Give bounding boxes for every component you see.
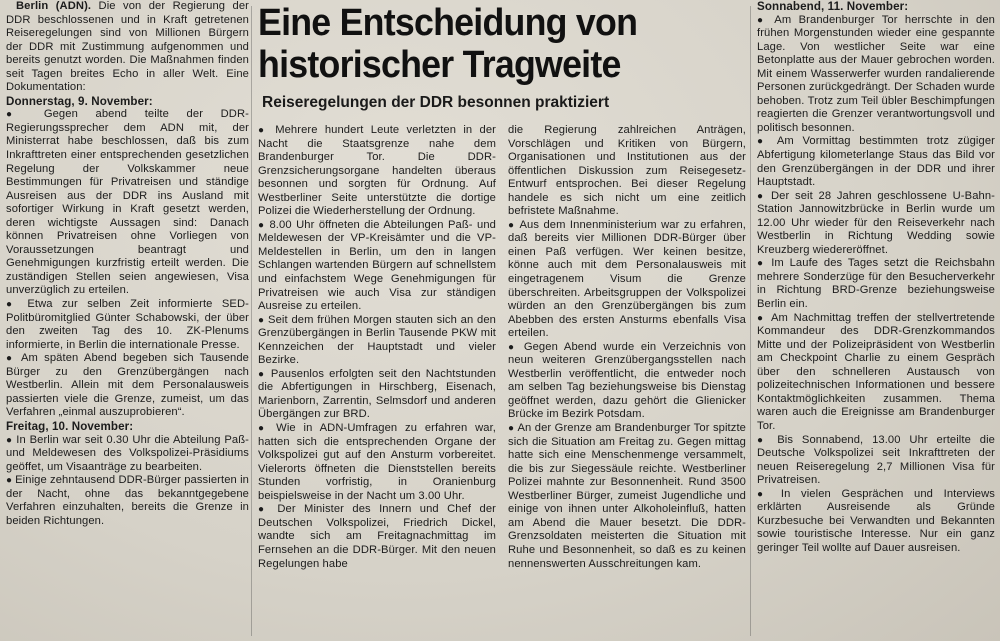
paragraph: ● Gegen abend teilte der DDR-Regierungssprecher dem ADN mit, der Ministerrat habe beschlossen, daß bis zum Inkrafttreten einer entsprechenden gesetzlichen Regelung der Volkskammer neue Bestimmungen für Privatreisen und ständige Ausreisen aus der DDR ins Ausland mit sofortiger Wirkung in Kraft gesetzt werden, deren wichtigste Aussagen sind: Danach können Privatreisen ohne Vorliegen von Voraussetzungen beantragt und Genehmigungen kurzfristig erteilt werden. Die zuständigen Stellen seien angewiesen, Visa unverzüglich zu erteilen. bbox=[6, 108, 249, 298]
paragraph: ● Im Laufe des Tages setzt die Reichsbahn mehrere Sonderzüge für den Besucherverkehr in Richtung BRD-Grenze beziehungsweise Berlin ein. bbox=[757, 257, 995, 311]
dateline: Berlin (ADN). bbox=[16, 0, 92, 12]
paragraph: ● In Berlin war seit 0.30 Uhr die Abteilung Paß- und Meldewesen des Volkspolizei-Präsidiums geöffet, um Visaanträge zu bearbeiten. bbox=[6, 434, 249, 475]
paragraph: ● Am späten Abend begeben sich Tausende Bürger zu den Grenzübergängen nach Westberlin. Allein mit dem Personalausweis passierten viele die Grenze, zumeist, um das Verfahren „einmal auszuprobieren“. bbox=[6, 352, 249, 420]
paragraph: ● Einige zehntausend DDR-Bürger passierten in der Nacht, ohne das bekanntgegebene Verfahren einzuhalten, bereits die Grenze in beiden Richtungen. bbox=[6, 474, 249, 528]
day-heading-friday: Freitag, 10. November: bbox=[6, 419, 134, 433]
paragraph: ● Seit dem frühen Morgen stauten sich an den Grenzübergängen in Berlin Tausende PKW mit Kennzeichen der Hauptstadt und vieler Bezirke. bbox=[258, 314, 496, 368]
headline-line-2: historischer Tragweite bbox=[258, 44, 621, 86]
headline-line-1: Eine Entscheidung von bbox=[258, 2, 638, 44]
paragraph: ● Am Nachmittag treffen der stellvertretende Kommandeur des DDR-Grenzkommandos Mitte und der Polizeipräsident von Westberlin am Checkpoint Charlie zu einem Gespräch über den schnelleren Austausch von polizeitechnischen Informationen und bessere Kontaktmöglichkeiten zusammen. Thema waren auch die Ereignisse am Brandenburger Tor. bbox=[757, 312, 995, 434]
column-2 bbox=[258, 124, 496, 571]
paragraph: die Regierung zahlreichen Anträgen, Vorschlägen und Kritiken von Bürgern, Organisationen und Institutionen aus der öffentlichen Diskussion zum Reisegesetz-Entwurf entsprochen. Bei dieser Regelung handele es sich nicht um eine zeitlich befristete Maßnahme. bbox=[508, 124, 746, 218]
headline bbox=[258, 2, 719, 86]
intro-paragraph bbox=[6, 0, 249, 95]
paragraph: ● Gegen Abend wurde ein Verzeichnis von neun weiteren Grenzübergangsstellen nach Westberlin veröffentlicht, die entweder noch am selben Tag beziehungsweise bis Dienstag geöffnet werden, dazu gehört die Glienicker Brücke im Bezirk Potsdam. bbox=[508, 341, 746, 422]
paragraph: ● In vielen Gesprächen und Interviews erklärten Ausreisende als Gründe Kurzbesuche bei Verwandten und Bekannten sowie touristische Interesse. Nur ein ganz geringer Teil wollte auf Dauer ausreisen. bbox=[757, 488, 995, 556]
paragraph: ● Am Vormittag bestimmten trotz zügiger Abfertigung kilometerlange Staus das Bild vor den Grenzübergängen in der DDR und ihrer Hauptstadt. bbox=[757, 135, 995, 189]
paragraph: ● An der Grenze am Brandenburger Tor spitzte sich die Situation am Freitag zu. Gegen mittag hatte sich eine Menschenmenge versammelt, die bis zur Siegessäule reichte. Westberliner Polizei mahnte zur Besonnenheit. Rund 3500 Westberliner Bürger, zumeist Jugendliche und einige von ihnen unter Alkoholeinfluß, hatten am Abend die Mauer besetzt. Die DDR-Grenzsoldaten meisterten die Situation mit Ruhe und Besonnenheit, so daß es zu keinen nennenswerten Ausschreitungen kam. bbox=[508, 422, 746, 571]
paragraph: ● Etwa zur selben Zeit informierte SED-Politbüromitglied Günter Schabowski, der über den zweiten Tag des 10. ZK-Plenums informierte, in Berlin die internationale Presse. bbox=[6, 298, 249, 352]
paragraph: ● Am Brandenburger Tor herrschte in den frühen Morgenstunden wieder eine gespannte Lage. Von westlicher Seite war eine Betonplatte aus der Mauer gebrochen worden. Mit einem Wasserwerfer wurden randalierende Personen zurückgedrängt. Der Schaden wurde behoben. Trotz zum Teil übler Beschimpfungen reagierten die Grenzer verantwortungsvoll und politisch besonnen. bbox=[757, 14, 995, 136]
paragraph: ● Wie in ADN-Umfragen zu erfahren war, hatten sich die entsprechenden Organe der Volkspolizei gut auf den Ansturm vorbereitet. Vielerorts öffneten die Dienststellen bereits Stunden vorfristig, in Oranienburg beispielsweise in der Nacht um 3.00 Uhr. bbox=[258, 422, 496, 503]
paragraph: ● Der seit 28 Jahren geschlossene U-Bahn-Station Jannowitzbrücke in Berlin wurde um 12.00 Uhr wieder für den Reiseverkehr nach Westberlin in Richtung Wedding sowie Kreuzberg wiedereröffnet. bbox=[757, 190, 995, 258]
paragraph: ● 8.00 Uhr öffneten die Abteilungen Paß- und Meldewesen der VP-Kreisämter und die VP-Meldestellen in Berlin, um den in langen Schlangen wartenden Bürgern auf schnellstem und einfachstem Wege Genehmigungen für Privatreisen wie auch Visa zur ständigen Ausreise zu erteilen. bbox=[258, 219, 496, 314]
day-heading-thursday: Donnerstag, 9. November: bbox=[6, 94, 153, 108]
paragraph: ● Mehrere hundert Leute verletzten in der Nacht die Staatsgrenze nahe dem Brandenburger Tor. Die DDR-Grenzsicherungsorgane handelten überaus besonnen und sorgten für Ordnung. Auf Westberliner Seite unterstützte die dortige Polizei die Wiederherstellung der Ordnung. bbox=[258, 124, 496, 219]
paragraph: ● Der Minister des Innern und Chef der Deutschen Volkspolizei, Friedrich Dickel, wandte sich am Freitagnachmittag im Fernsehen an die DDR-Bürger. Mit den neuen Regelungen habe bbox=[258, 503, 496, 571]
paragraph: ● Pausenlos erfolgten seit den Nachtstunden die Abfertigungen in Hirschberg, Eisenach, Marienborn, Zarrentin, Selmsdorf und anderen Übergängen zur BRD. bbox=[258, 368, 496, 422]
column-1 bbox=[6, 0, 249, 528]
subheadline: Reiseregelungen der DDR besonnen praktiziert bbox=[262, 94, 610, 111]
paragraph: ● Aus dem Innenministerium war zu erfahren, daß bereits vier Millionen DDR-Bürger über einen Paß verfügen. Wer keinen besitze, könne auch mit dem Personalausweis mit eingetragenem Visum die Grenze überschreiten. Arbeitsgruppen der Volkspolizei würden an den Grenzübergängen bis zum Abebben des ersten Ansturms ebenfalls Visa erteilen. bbox=[508, 219, 746, 341]
column-3 bbox=[508, 124, 746, 571]
column-rule bbox=[750, 6, 751, 636]
paragraph: ● Bis Sonnabend, 13.00 Uhr erteilte die Deutsche Volkspolizei seit Inkrafttreten der neuen Reiseregelung 2,7 Millionen Visa für Privatreisen. bbox=[757, 434, 995, 488]
intro-text: Die von der Regierung der DDR beschlossenen und in Kraft getretenen Reiseregelungen sind von Millionen Bürgern der DDR mit Zustimmung aufgenommen und bereits genutzt worden. Die Maßnahmen finden seit Tagen breites Echo in aller Welt. Eine Dokumentation: bbox=[6, 0, 249, 94]
column-rule bbox=[251, 6, 252, 636]
day-heading-saturday: Sonnabend, 11. November: bbox=[757, 0, 909, 13]
column-4 bbox=[757, 0, 995, 555]
